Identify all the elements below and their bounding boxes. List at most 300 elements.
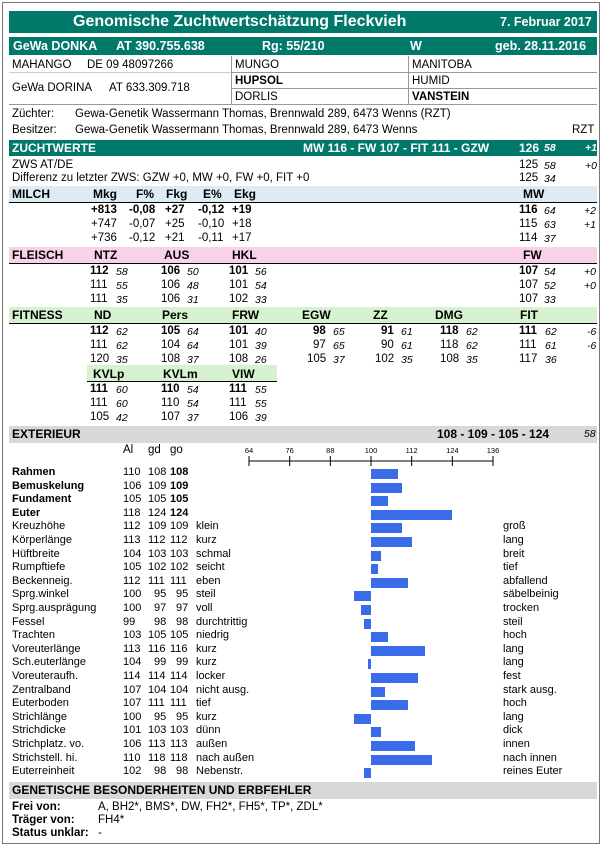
diff-sure: 34 <box>544 173 556 185</box>
exterieur-go: 111 <box>170 697 187 710</box>
exterieur-trait: Zentralband <box>12 683 71 696</box>
exterieur-trait: Voreuterlänge <box>12 642 81 655</box>
exterieur-al: 101 <box>123 724 142 737</box>
exterieur-gd: 105 <box>148 629 167 642</box>
fleisch-cell-sure: 48 <box>187 280 199 292</box>
exterieur-trait: Fundament <box>12 493 72 506</box>
fleisch-header: NTZ <box>94 248 118 262</box>
fitness-cell: 105 <box>161 325 181 337</box>
exterieur-right-label: lang <box>503 710 524 723</box>
exterieur-right-label: säbelbeinig <box>503 588 559 601</box>
fleisch-sure: 33 <box>544 294 556 306</box>
exterieur-go: 99 <box>176 656 189 669</box>
exterieur-sure: 58 <box>584 428 596 440</box>
col-go: go <box>170 444 183 456</box>
ancestor-6: VANSTEIN <box>412 91 470 103</box>
exterieur-left-label: kurz <box>196 534 217 546</box>
exterieur-trait: Körperlänge <box>12 534 72 546</box>
animal-rank: Rg: 55/210 <box>262 39 325 53</box>
exterieur-gd: 124 <box>148 506 167 519</box>
fitness-sub-sure: 54 <box>187 398 199 410</box>
status-label: Status unklar: <box>12 827 89 839</box>
exterieur-bar <box>371 727 381 737</box>
fitness-header: EGW <box>302 308 331 322</box>
fitness-header: ND <box>94 308 112 322</box>
sheet <box>2 2 600 844</box>
fleisch-sure: 52 <box>544 280 556 292</box>
animal-birth: geb. 28.11.2016 <box>495 39 587 53</box>
fitness-sub-cell: 111 <box>229 383 247 395</box>
fleisch-cell: 106 <box>161 279 181 291</box>
exterieur-trait: Kreuzhöhe <box>12 520 66 533</box>
fitness-cell-sure: 62 <box>116 340 128 352</box>
exterieur-go: 111 <box>170 574 187 587</box>
exterieur-bar <box>371 632 388 642</box>
scale-tick-label: 88 <box>326 446 335 455</box>
exterieur-gd: 95 <box>154 588 167 601</box>
breeder-value: Gewa-Genetik Wassermann Thomas, Brennwald 289, 6473 Wenns (RZT) <box>75 108 451 120</box>
exterieur-go: 98 <box>176 615 189 628</box>
milch-header: Mkg <box>93 187 117 201</box>
exterieur-left-label: klein <box>196 520 219 533</box>
exterieur-gd: 109 <box>148 520 167 533</box>
zuchtwerte-sure: 58 <box>544 142 556 154</box>
fitness-sub-cell: 105 <box>90 411 110 423</box>
exterieur-gd: 97 <box>154 602 167 614</box>
exterieur-go: 105 <box>170 493 189 506</box>
fitness-sub-sure: 55 <box>255 384 267 396</box>
fitness-cell-sure: 65 <box>333 340 345 352</box>
exterieur-left-label: seicht <box>196 561 225 574</box>
fitness-sub-cell: 107 <box>161 411 181 423</box>
fitness-sub-cell: 110 <box>161 383 180 395</box>
exterieur-gd: 112 <box>148 534 166 546</box>
fitness-cell: 101 <box>229 339 249 351</box>
fitness-cell: 97 <box>313 339 326 351</box>
zws-sure: 58 <box>544 160 556 172</box>
fleisch-header: HKL <box>232 248 257 262</box>
col-gd: gd <box>148 444 161 456</box>
exterieur-gd: 103 <box>148 547 167 560</box>
fitness-cell-sure: 39 <box>255 340 267 352</box>
fitness-cell-sure: 61 <box>401 326 413 338</box>
fleisch-cell: 111 <box>90 279 108 291</box>
fitness-cell: 105 <box>307 353 327 365</box>
fitness-cell-sure: 64 <box>187 340 199 352</box>
milch-cell: -0,12 <box>129 232 156 244</box>
exterieur-left-label: eben <box>196 574 221 587</box>
fitness-cell: 108 <box>440 353 460 365</box>
exterieur-al: 105 <box>123 561 142 574</box>
fitness-cell-sure: 62 <box>466 326 478 338</box>
milch-title: MILCH <box>12 187 50 201</box>
zws-value: 125 <box>519 159 539 171</box>
exterieur-left-label: niedrig <box>196 629 230 642</box>
exterieur-al: 106 <box>123 479 142 492</box>
fitness-cell: 120 <box>90 353 110 365</box>
fleisch-delta: +0 <box>584 280 596 292</box>
exterieur-al: 112 <box>123 574 141 587</box>
milch-cell: +25 <box>165 218 185 230</box>
ancestor-5: DORLIS <box>235 91 278 103</box>
exterieur-al: 103 <box>123 629 142 642</box>
exterieur-gd: 111 <box>148 574 165 587</box>
fitness-sub-sure: 60 <box>116 384 128 396</box>
milch-sure: 63 <box>544 219 556 231</box>
exterieur-right-label: nach innen <box>503 751 557 764</box>
exterieur-gd: 116 <box>148 642 166 655</box>
exterieur-bar <box>371 673 418 683</box>
fitness-cell-sure: 65 <box>333 326 345 338</box>
fitness-cell-sure: 40 <box>255 326 267 338</box>
fitness-cell-sure: 64 <box>187 326 199 338</box>
exterieur-gd: 113 <box>148 738 166 750</box>
exterieur-title: EXTERIEUR <box>12 427 81 441</box>
zuchtwerte-gzw: 126 <box>519 141 540 155</box>
fitness-cell: 117 <box>519 353 538 365</box>
exterieur-gd: 109 <box>148 479 167 492</box>
exterieur-go: 98 <box>176 765 189 778</box>
exterieur-trait: Fessel <box>12 615 45 628</box>
exterieur-go: 109 <box>170 479 189 492</box>
milch-cell: -0,10 <box>198 218 225 230</box>
fleisch-cell-sure: 50 <box>187 266 199 278</box>
exterieur-right-label: hoch <box>503 629 527 642</box>
exterieur-bar <box>354 714 371 724</box>
exterieur-left-label: durchtrittig <box>196 615 248 628</box>
milch-cell: -0,08 <box>129 204 156 216</box>
exterieur-al: 118 <box>123 506 141 519</box>
exterieur-al: 110 <box>123 466 141 478</box>
fitness-cell-sure: 36 <box>545 354 557 366</box>
owner-label: Besitzer: <box>12 124 57 136</box>
exterieur-bar <box>371 510 452 520</box>
exterieur-bar <box>371 496 388 506</box>
fitness-sub-sure: 55 <box>255 398 267 410</box>
exterieur-gd: 95 <box>154 710 167 723</box>
exterieur-bar <box>354 591 371 601</box>
exterieur-bar <box>371 700 408 710</box>
fleisch-sure: 54 <box>544 266 556 278</box>
exterieur-right-label: abfallend <box>503 574 548 587</box>
exterieur-trait: Euterreinheit <box>12 765 75 778</box>
fitness-sub-header: KVLm <box>163 367 198 381</box>
exterieur-left-label: außen <box>196 738 228 750</box>
fitness-cell-sure: 35 <box>401 354 413 366</box>
exterieur-bar <box>371 564 378 574</box>
exterieur-gd: 114 <box>148 670 166 682</box>
fitness-cell: 111 <box>519 325 537 337</box>
exterieur-right-label: hoch <box>503 697 527 710</box>
exterieur-left-label: tief <box>196 697 211 710</box>
exterieur-bar <box>364 619 371 629</box>
owner-code: RZT <box>572 124 595 136</box>
exterieur-left-label: kurz <box>196 656 217 669</box>
fitness-cell-sure: 35 <box>116 354 128 366</box>
fitness-header: FIT <box>520 308 538 322</box>
exterieur-bar <box>371 578 408 588</box>
fitness-sub-sure: 37 <box>187 412 199 424</box>
sire-id: DE 09 48097266 <box>87 59 174 71</box>
fitness-cell: 111 <box>519 339 537 351</box>
milch-cell: +747 <box>91 218 117 230</box>
exterieur-trait: Hüftbreite <box>12 547 60 560</box>
zuchtwerte-delta: +1 <box>585 142 597 154</box>
exterieur-gd: 98 <box>154 765 167 778</box>
zuchtwerte-title: ZUCHTWERTE <box>12 141 96 155</box>
zws-delta: +0 <box>585 160 597 172</box>
exterieur-right-label: breit <box>503 547 525 560</box>
exterieur-go: 95 <box>176 588 189 601</box>
fleisch-cell-sure: 56 <box>255 266 267 278</box>
exterieur-al: 100 <box>123 588 142 601</box>
fitness-header: FRW <box>232 308 260 322</box>
scale-tick-label: 112 <box>405 446 418 455</box>
genetik-title: GENETISCHE BESONDERHEITEN UND ERBFEHLER <box>12 783 312 797</box>
exterieur-al: 107 <box>123 683 142 696</box>
milch-header: F% <box>136 187 154 201</box>
fitness-cell-sure: 62 <box>545 326 557 338</box>
fitness-header: ZZ <box>373 308 388 322</box>
fleisch-cell-sure: 54 <box>255 280 267 292</box>
exterieur-gd: 108 <box>148 466 167 478</box>
milch-cell: +17 <box>232 232 252 244</box>
ancestor-2: MANITOBA <box>412 59 472 71</box>
exterieur-gd: 104 <box>148 683 167 696</box>
fleisch-cell: 106 <box>161 293 181 305</box>
fleisch-cell-sure: 55 <box>116 280 128 292</box>
fitness-cell-sure: 37 <box>187 354 199 366</box>
exterieur-gd: 103 <box>148 724 167 737</box>
fitness-cell-sure: 35 <box>466 354 478 366</box>
fitness-sub-header: VIW <box>232 367 255 381</box>
exterieur-left-label: dünn <box>196 724 221 737</box>
exterieur-al: 105 <box>123 493 142 506</box>
fitness-sub-cell: 111 <box>90 383 108 395</box>
scale-tick-label: 124 <box>446 446 459 455</box>
fleisch-value: 107 <box>519 279 539 291</box>
exterieur-al: 100 <box>123 602 142 614</box>
fitness-sub-cell: 106 <box>229 411 249 423</box>
milch-cell: +21 <box>165 232 185 244</box>
page-title: Genomische Zuchtwertschätzung Fleckvieh <box>73 13 407 30</box>
dam-id: AT 633.309.718 <box>109 82 190 94</box>
fleisch-cell-sure: 58 <box>116 266 128 278</box>
exterieur-left-label: schmal <box>196 547 231 560</box>
exterieur-bar <box>364 768 371 778</box>
exterieur-right-label: fest <box>503 670 521 682</box>
ancestor-1: MUNGO <box>235 59 280 71</box>
exterieur-bar <box>368 659 371 669</box>
zws-label: ZWS AT/DE <box>12 159 74 171</box>
fleisch-cell-sure: 33 <box>255 294 267 306</box>
fleisch-header: AUS <box>164 248 190 262</box>
exterieur-al: 99 <box>123 615 136 628</box>
exterieur-trait: Strichstell. hi. <box>12 751 78 764</box>
fleisch-cell-sure: 35 <box>116 294 128 306</box>
exterieur-bar <box>371 523 402 533</box>
exterieur-bar <box>371 537 412 547</box>
dam-name: GeWa DORINA <box>12 82 93 94</box>
exterieur-trait: Trachten <box>12 629 56 642</box>
exterieur-go: 103 <box>170 724 189 737</box>
exterieur-trait: Euterboden <box>12 697 69 710</box>
exterieur-bar <box>371 646 425 656</box>
fleisch-cell: 101 <box>229 265 249 277</box>
exterieur-gd: 118 <box>148 751 166 764</box>
exterieur-left-label: locker <box>196 670 226 682</box>
fitness-sub-cell: 111 <box>229 397 247 409</box>
exterieur-al: 112 <box>123 520 141 533</box>
diff-value: 125 <box>519 172 539 184</box>
fitness-sub-sure: 39 <box>255 412 267 424</box>
exterieur-bar <box>371 755 432 765</box>
milch-sure: 64 <box>544 205 556 217</box>
fitness-cell: 101 <box>229 325 249 337</box>
exterieur-left-label: kurz <box>196 642 217 655</box>
fitness-header: DMG <box>435 308 463 322</box>
fitness-cell: 112 <box>90 325 109 337</box>
exterieur-al: 107 <box>123 697 142 710</box>
fleisch-cell-sure: 31 <box>187 294 199 306</box>
report-date: 7. Februar 2017 <box>500 15 592 29</box>
fitness-cell: 108 <box>161 353 181 365</box>
scale-tick-label: 136 <box>486 446 500 455</box>
exterieur-bar <box>371 687 385 697</box>
status-value: - <box>98 827 102 839</box>
exterieur-trait: Voreuteraufh. <box>12 670 79 682</box>
fleisch-value: 107 <box>519 293 539 305</box>
fitness-cell: 98 <box>313 325 326 337</box>
breeder-label: Züchter: <box>12 108 55 120</box>
exterieur-right-label: lang <box>503 656 524 669</box>
exterieur-gd: 99 <box>154 656 167 669</box>
fitness-delta: -6 <box>587 340 597 352</box>
ancestor-3: HUPSOL <box>235 75 283 87</box>
fitness-cell: 104 <box>161 339 181 351</box>
milch-cell: -0,12 <box>198 204 225 216</box>
exterieur-go: 113 <box>170 738 188 750</box>
scale-tick-label: 76 <box>285 446 294 455</box>
milch-cell: +19 <box>232 204 252 216</box>
exterieur-al: 104 <box>123 656 142 669</box>
milch-sure: 37 <box>544 233 556 245</box>
animal-name: GeWa DONKA <box>13 39 98 53</box>
exterieur-left-label: kurz <box>196 710 217 723</box>
milch-value: 116 <box>519 204 538 216</box>
fitness-cell: 108 <box>229 353 249 365</box>
exterieur-trait: Strichlänge <box>12 710 68 723</box>
exterieur-summary: 108 - 109 - 105 - 124 <box>437 427 550 441</box>
fitness-sub-sure: 60 <box>116 398 128 410</box>
exterieur-go: 112 <box>170 534 188 546</box>
exterieur-left-label: Nebenstr. <box>196 765 244 778</box>
fitness-cell: 118 <box>440 325 459 337</box>
exterieur-bar <box>371 741 415 751</box>
sire-name: MAHANGO <box>12 59 72 71</box>
fitness-cell: 90 <box>381 339 394 351</box>
exterieur-al: 106 <box>123 738 142 750</box>
exterieur-gd: 98 <box>154 615 167 628</box>
exterieur-left-label: voll <box>196 602 213 614</box>
fitness-cell-sure: 61 <box>545 340 557 352</box>
fleisch-cell: 112 <box>90 265 109 277</box>
fleisch-cell: 102 <box>229 293 249 305</box>
exterieur-al: 113 <box>123 534 141 546</box>
fitness-cell-sure: 26 <box>255 354 267 366</box>
exterieur-left-label: steil <box>196 588 216 601</box>
exterieur-al: 113 <box>123 642 141 655</box>
exterieur-trait: Bemuskelung <box>12 479 85 492</box>
exterieur-trait: Beckenneig. <box>12 574 73 587</box>
fitness-title: FITNESS <box>12 308 63 322</box>
exterieur-al: 102 <box>123 765 142 778</box>
exterieur-left-label: nach außen <box>196 751 255 764</box>
fleisch-value-header: FW <box>523 248 542 262</box>
exterieur-trait: Euter <box>12 506 41 519</box>
milch-cell: +813 <box>91 204 117 216</box>
fleisch-cell: 101 <box>229 279 249 291</box>
exterieur-bar <box>371 551 381 561</box>
milch-value: 115 <box>519 218 538 230</box>
milch-header: E% <box>203 187 222 201</box>
exterieur-go: 116 <box>170 642 188 655</box>
exterieur-al: 104 <box>123 547 142 560</box>
exterieur-bar <box>371 483 402 493</box>
exterieur-go: 104 <box>170 683 189 696</box>
exterieur-gd: 111 <box>148 697 165 710</box>
milch-cell: -0,07 <box>129 218 156 230</box>
exterieur-right-label: dick <box>503 724 523 737</box>
owner-value: Gewa-Genetik Wassermann Thomas, Brennwald 289, 6473 Wenns <box>75 124 418 136</box>
traeger-value: FH4* <box>98 814 125 826</box>
fitness-delta: -6 <box>587 326 597 338</box>
fitness-cell-sure: 61 <box>401 340 413 352</box>
exterieur-bar <box>361 605 371 615</box>
ancestor-4: HUMID <box>412 75 450 87</box>
scale-tick-label: 100 <box>364 446 378 455</box>
exterieur-right-label: reines Euter <box>503 765 563 778</box>
exterieur-right-label: lang <box>503 534 524 546</box>
exterieur-trait: Rumpftiefe <box>12 561 66 574</box>
fleisch-value: 107 <box>519 265 539 277</box>
fitness-sub-sure: 42 <box>116 412 128 424</box>
exterieur-right-label: stark ausg. <box>503 683 557 696</box>
fitness-sub-cell: 110 <box>161 397 180 409</box>
milch-header: Ekg <box>234 187 257 201</box>
exterieur-go: 114 <box>170 670 188 682</box>
exterieur-trait: Sprg.ausprägung <box>12 602 97 614</box>
exterieur-right-label: lang <box>503 642 524 655</box>
exterieur-trait: Strichdicke <box>12 724 66 737</box>
exterieur-trait: Sch.euterlänge <box>12 656 86 669</box>
fitness-cell: 111 <box>90 339 108 351</box>
exterieur-go: 102 <box>170 561 189 574</box>
exterieur-al: 114 <box>123 670 141 682</box>
milch-header: Fkg <box>166 187 188 201</box>
fitness-cell: 102 <box>375 353 395 365</box>
animal-sex: W <box>410 39 422 53</box>
exterieur-bar <box>371 469 398 479</box>
milch-cell: +27 <box>165 204 185 216</box>
fitness-cell-sure: 37 <box>333 354 345 366</box>
fitness-cell-sure: 62 <box>466 340 478 352</box>
exterieur-go: 109 <box>170 520 189 533</box>
fitness-cell: 91 <box>381 325 394 337</box>
milch-value: 114 <box>519 232 538 244</box>
exterieur-gd: 105 <box>148 493 167 506</box>
frei-label: Frei von: <box>12 801 61 813</box>
